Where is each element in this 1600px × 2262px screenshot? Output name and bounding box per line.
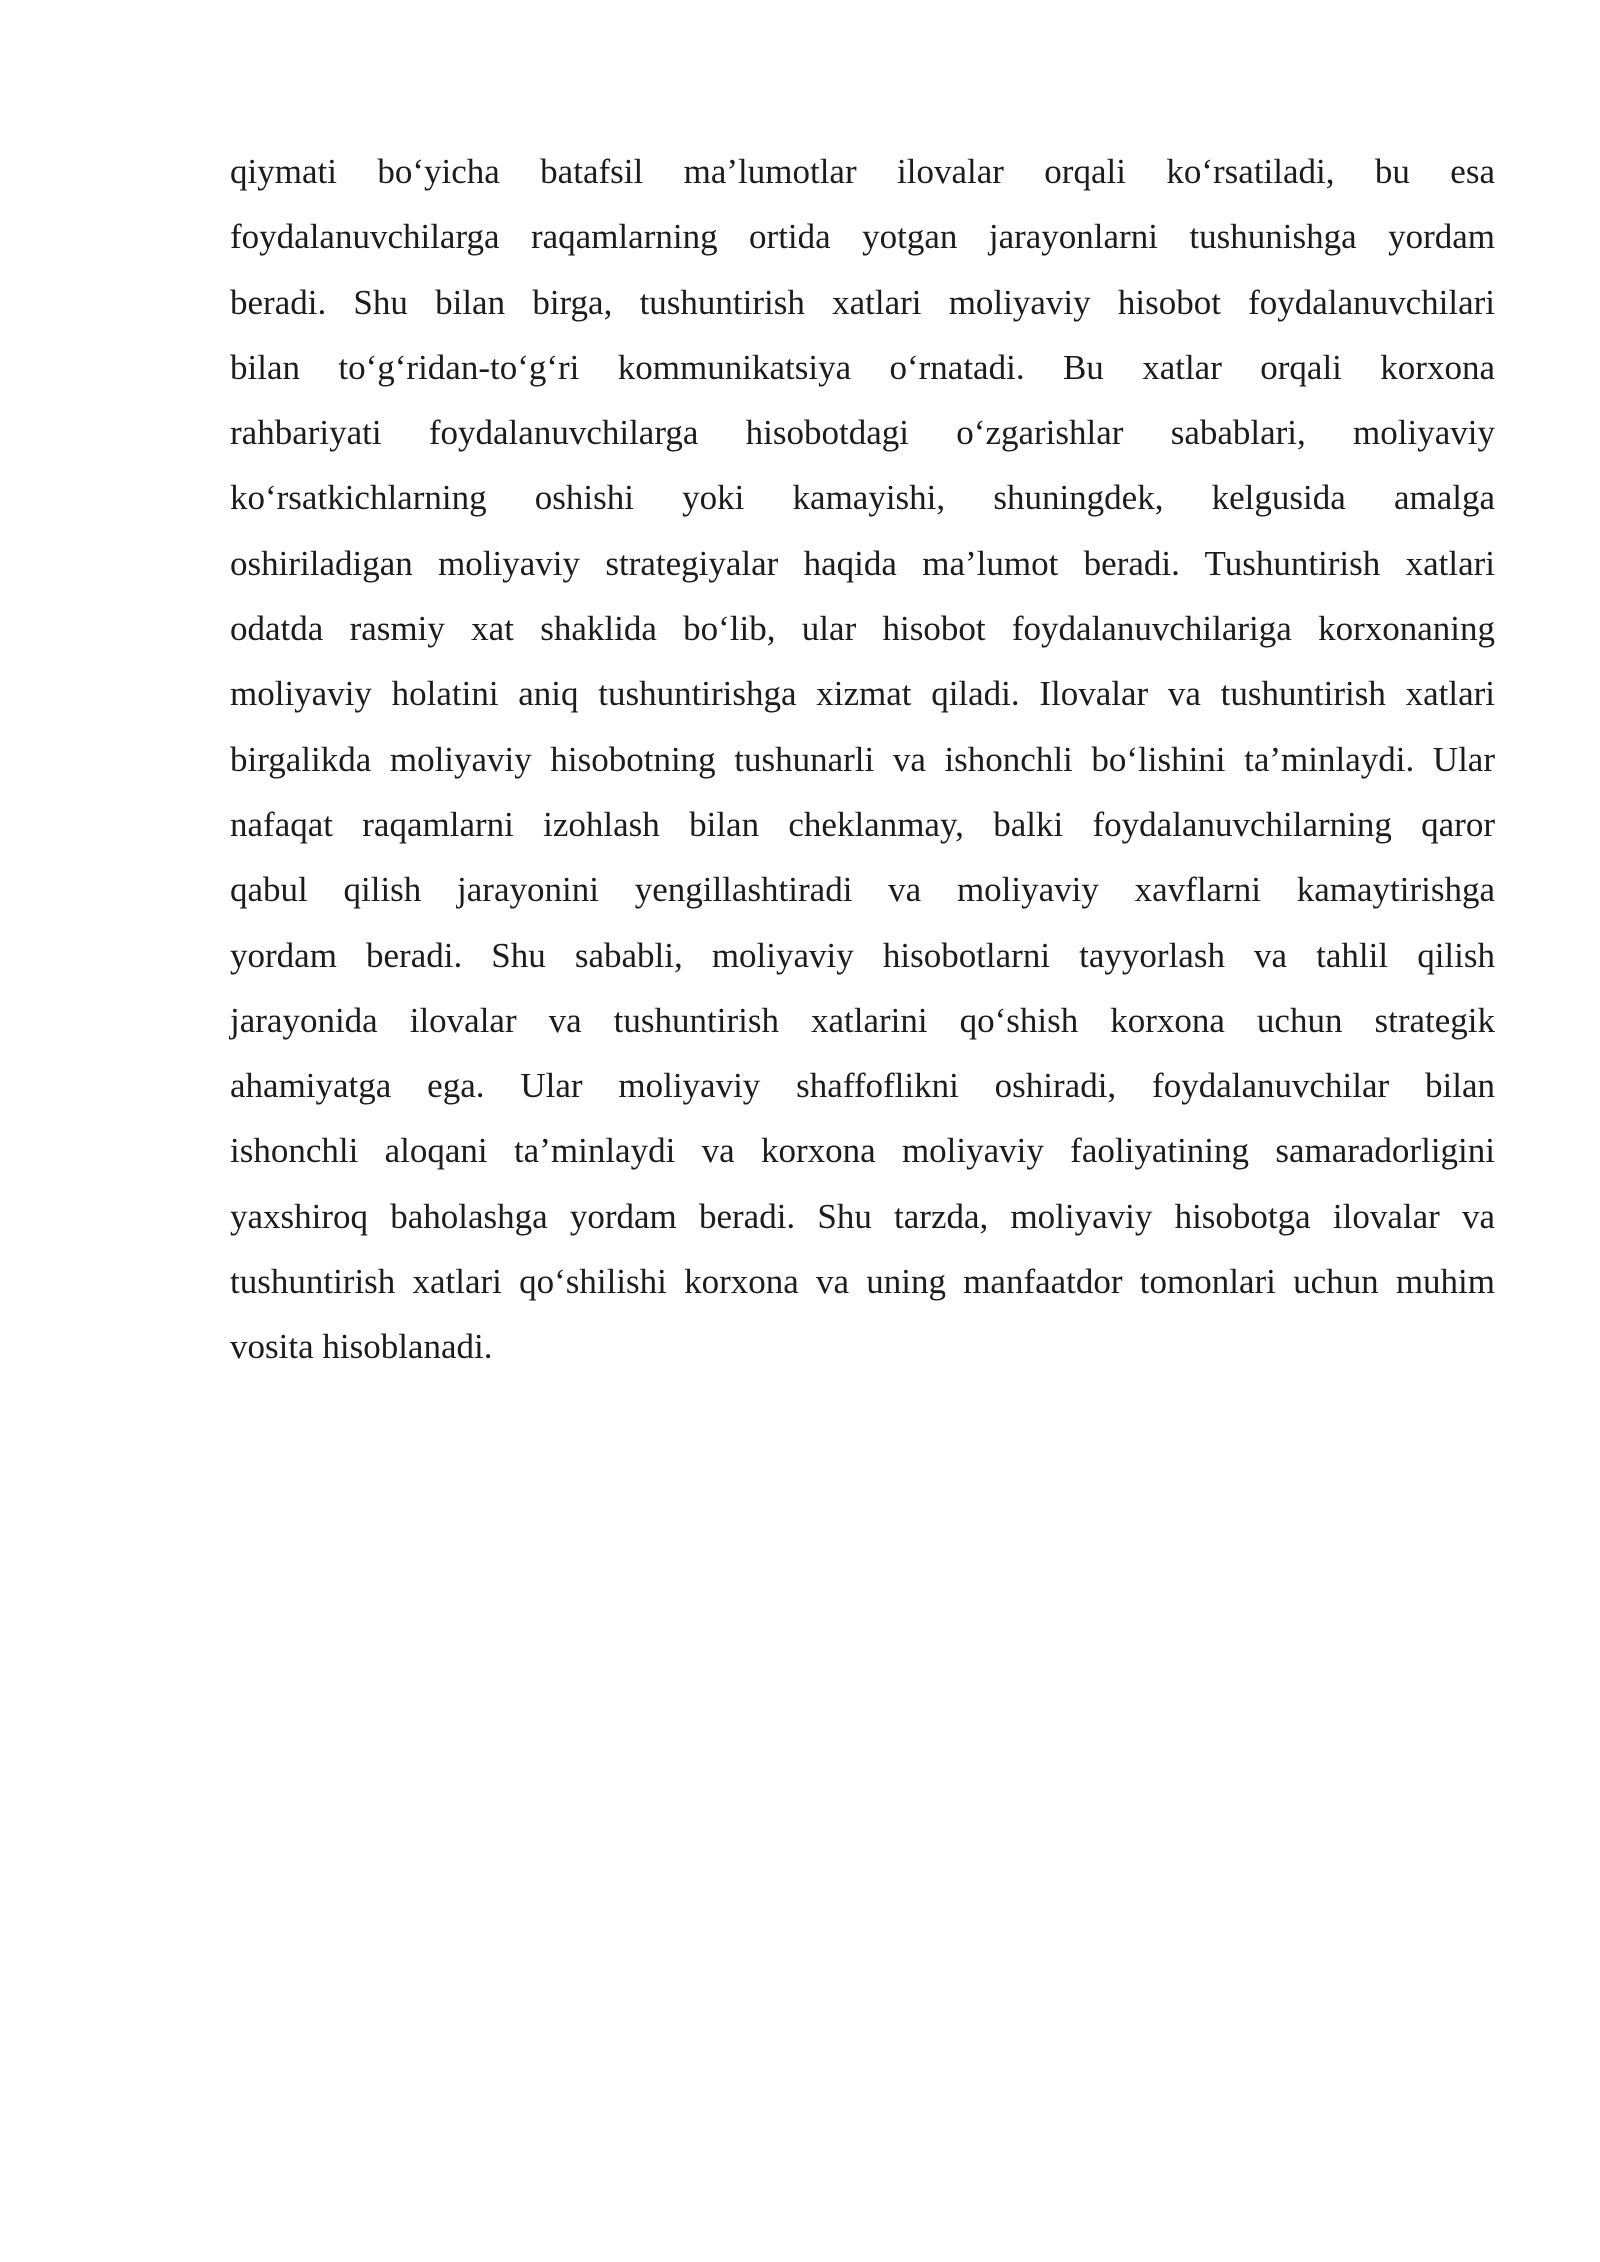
- paragraph-line-17: [230, 1193, 1495, 1258]
- paragraph-line-5: [230, 409, 1495, 474]
- body-paragraph: [230, 148, 1495, 1389]
- line-text: jarayonida ilovalar va tushuntirish xatlarini qo‘shish korxona uchun strategik: [230, 1000, 1495, 1040]
- paragraph-line-19: [230, 1323, 1495, 1388]
- line-text: birgalikda moliyaviy hisobotning tushunarli va ishonchli bo‘lishini ta’minlaydi. Ular: [230, 739, 1495, 779]
- line-text: rahbariyati foydalanuvchilarga hisobotdagi o‘zgarishlar sabablari, moliyaviy: [230, 413, 1495, 453]
- paragraph-line-15: [230, 1062, 1495, 1127]
- paragraph-line-2: [230, 213, 1495, 278]
- paragraph-line-9: [230, 670, 1495, 735]
- paragraph-line-6: [230, 474, 1495, 539]
- line-text: tushuntirish xatlari qo‘shilishi korxona va uning manfaatdor tomonlari uchun muhim: [230, 1262, 1495, 1302]
- paragraph-line-4: [230, 344, 1495, 409]
- line-text: nafaqat raqamlarni izohlash bilan cheklanmay, balki foydalanuvchilarning qaror: [230, 804, 1495, 844]
- line-text: vosita hisoblanadi.: [230, 1327, 493, 1367]
- paragraph-line-16: [230, 1127, 1495, 1192]
- paragraph-line-1: [230, 148, 1495, 213]
- paragraph-line-7: [230, 540, 1495, 605]
- line-text: foydalanuvchilarga raqamlarning ortida yotgan jarayonlarni tushunishga yordam: [230, 217, 1495, 257]
- line-text: qabul qilish jarayonini yengillashtiradi va moliyaviy xavflarni kamaytirishga: [230, 870, 1495, 910]
- line-text: yaxshiroq baholashga yordam beradi. Shu tarzda, moliyaviy hisobotga ilovalar va: [230, 1196, 1495, 1236]
- line-text: beradi. Shu bilan birga, tushuntirish xatlari moliyaviy hisobot foydalanuvchilari: [230, 282, 1495, 322]
- paragraph-line-8: [230, 605, 1495, 670]
- line-text: ishonchli aloqani ta’minlaydi va korxona moliyaviy faoliyatining samaradorligini: [230, 1131, 1495, 1171]
- line-text: ahamiyatga ega. Ular moliyaviy shaffoflikni oshiradi, foydalanuvchilar bilan: [230, 1066, 1495, 1106]
- line-text: ko‘rsatkichlarning oshishi yoki kamayishi, shuningdek, kelgusida amalga: [230, 478, 1495, 518]
- line-text: moliyaviy holatini aniq tushuntirishga xizmat qiladi. Ilovalar va tushuntirish xatlari: [230, 674, 1495, 714]
- paragraph-line-14: [230, 997, 1495, 1062]
- paragraph-line-10: [230, 736, 1495, 801]
- paragraph-line-3: [230, 279, 1495, 344]
- line-text: oshiriladigan moliyaviy strategiyalar haqida ma’lumot beradi. Tushuntirish xatlari: [230, 543, 1495, 583]
- paragraph-line-11: [230, 801, 1495, 866]
- paragraph-line-12: [230, 866, 1495, 931]
- paragraph-line-18: [230, 1258, 1495, 1323]
- line-text: qiymati bo‘yicha batafsil ma’lumotlar ilovalar orqali ko‘rsatiladi, bu esa: [230, 152, 1495, 191]
- line-text: yordam beradi. Shu sababli, moliyaviy hisobotlarni tayyorlash va tahlil qilish: [230, 935, 1495, 975]
- line-text: bilan to‘g‘ridan-to‘g‘ri kommunikatsiya o‘rnatadi. Bu xatlar orqali korxona: [230, 347, 1495, 387]
- paragraph-line-13: [230, 932, 1495, 997]
- line-text: odatda rasmiy xat shaklida bo‘lib, ular hisobot foydalanuvchilariga korxonaning: [230, 609, 1495, 649]
